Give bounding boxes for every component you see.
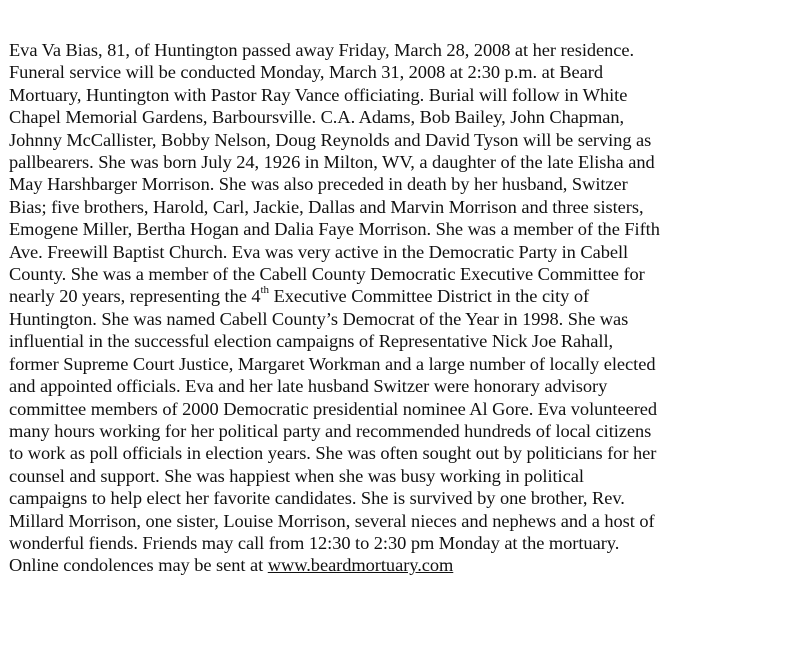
text-line: and appointed officials. Eva and her late husband Switzer were honorary advisory	[9, 376, 608, 397]
obituary-text	[9, 39, 799, 577]
text-line: wonderful fiends. Friends may call from 12:30 to 2:30 pm Monday at the mortuary.	[9, 532, 620, 553]
text-line: Chapel Memorial Gardens, Barboursville. C.A. Adams, Bob Bailey, John Chapman,	[9, 107, 625, 128]
text-line: Huntington. She was named Cabell County’s Democrat of the Year in 1998. She was	[9, 308, 629, 329]
mortuary-website-link[interactable]: www.beardmortuary.com	[267, 555, 454, 576]
text-line: Mortuary, Huntington with Pastor Ray Vance officiating. Burial will follow in White	[9, 84, 628, 105]
text-segment: Executive Committee District in the city of	[269, 286, 590, 307]
text-segment: nearly 20 years, representing the 4	[9, 286, 261, 307]
ordinal-superscript: th	[260, 284, 270, 297]
text-line-with-link	[9, 554, 799, 576]
text-line: many hours working for her political party and recommended hundreds of local citizens	[9, 420, 652, 441]
text-segment: Online condolences may be sent at	[9, 555, 268, 576]
text-line-with-superscript	[9, 285, 799, 307]
text-line: Funeral service will be conducted Monday, March 31, 2008 at 2:30 p.m. at Beard	[9, 62, 603, 83]
text-line: Ave. Freewill Baptist Church. Eva was very active in the Democratic Party in Cabell	[9, 241, 629, 262]
text-line: counsel and support. She was happiest when she was busy working in political	[9, 465, 584, 486]
text-line: Millard Morrison, one sister, Louise Morrison, several nieces and nephews and a host of	[9, 510, 655, 531]
text-line: campaigns to help elect her favorite candidates. She is survived by one brother, Rev.	[9, 488, 625, 509]
text-line: pallbearers. She was born July 24, 1926 in Milton, WV, a daughter of the late Elisha and	[9, 152, 655, 173]
text-line: former Supreme Court Justice, Margaret Workman and a large number of locally elected	[9, 353, 656, 374]
text-line: Emogene Miller, Bertha Hogan and Dalia Faye Morrison. She was a member of the Fifth	[9, 219, 660, 240]
text-line: May Harshbarger Morrison. She was also preceded in death by her husband, Switzer	[9, 174, 628, 195]
text-line: committee members of 2000 Democratic presidential nominee Al Gore. Eva volunteered	[9, 398, 658, 419]
text-line: Bias; five brothers, Harold, Carl, Jackie, Dallas and Marvin Morrison and three sisters,	[9, 196, 644, 217]
text-line: to work as poll officials in election years. She was often sought out by politicians for her	[9, 443, 657, 464]
text-line: County. She was a member of the Cabell County Democratic Executive Committee for	[9, 264, 645, 285]
text-line: Johnny McCallister, Bobby Nelson, Doug Reynolds and David Tyson will be serving as	[9, 129, 652, 150]
text-line: influential in the successful election campaigns of Representative Nick Joe Rahall,	[9, 331, 614, 352]
text-line: Eva Va Bias, 81, of Huntington passed away Friday, March 28, 2008 at her residence.	[9, 40, 635, 60]
